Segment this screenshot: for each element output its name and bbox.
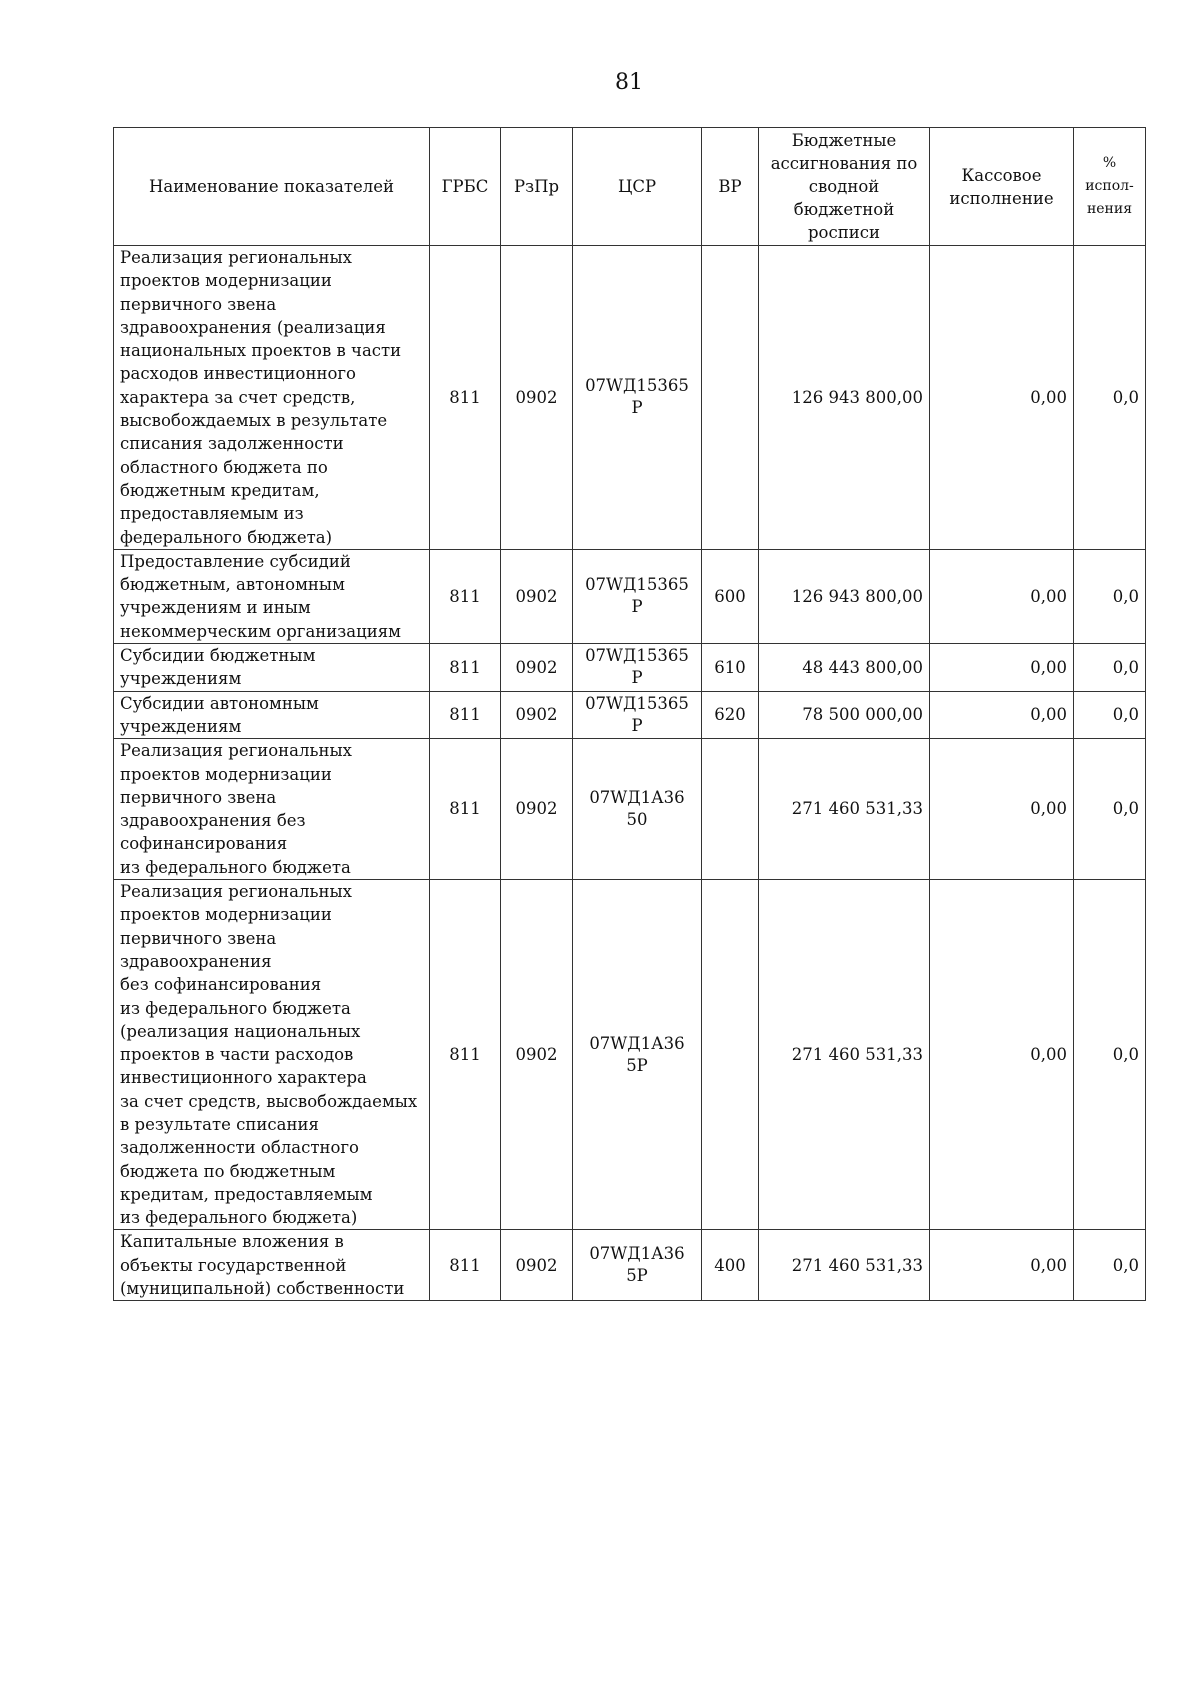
- table-row: [114, 644, 1146, 692]
- row-csr: 07WД15365 Р: [573, 549, 702, 643]
- row-assignments: 48 443 800,00: [759, 644, 930, 692]
- table-row: [114, 1230, 1146, 1301]
- table-row: [114, 246, 1146, 550]
- row-vr: [702, 246, 759, 550]
- row-cash-execution: 0,00: [930, 549, 1074, 643]
- row-assignments: 271 460 531,33: [759, 880, 930, 1230]
- table-row: [114, 739, 1146, 880]
- row-cash-execution: 0,00: [930, 246, 1074, 550]
- header-rzpr: РзПр: [501, 128, 573, 246]
- header-csr: ЦСР: [573, 128, 702, 246]
- row-rzpr: 0902: [501, 880, 573, 1230]
- table-row: [114, 880, 1146, 1230]
- row-assignments: 126 943 800,00: [759, 246, 930, 550]
- table-row: [114, 691, 1146, 739]
- row-name: Капитальные вложения в объекты государственной (муниципальной) собственности: [114, 1230, 430, 1301]
- row-vr: 400: [702, 1230, 759, 1301]
- page-number: 81: [615, 70, 643, 95]
- row-percent: 0,0: [1074, 549, 1146, 643]
- row-rzpr: 0902: [501, 549, 573, 643]
- row-rzpr: 0902: [501, 644, 573, 692]
- row-csr: 07WД1А36 5Р: [573, 1230, 702, 1301]
- row-percent: 0,0: [1074, 739, 1146, 880]
- header-vr: ВР: [702, 128, 759, 246]
- row-rzpr: 0902: [501, 1230, 573, 1301]
- row-csr: 07WД1А36 50: [573, 739, 702, 880]
- header-percent: % испол-нения: [1074, 128, 1146, 246]
- row-vr: [702, 739, 759, 880]
- row-name: Субсидии бюджетным учреждениям: [114, 644, 430, 692]
- row-assignments: 78 500 000,00: [759, 691, 930, 739]
- budget-table: [113, 127, 1146, 1301]
- row-rzpr: 0902: [501, 246, 573, 550]
- table-row: [114, 549, 1146, 643]
- row-csr: 07WД1А36 5Р: [573, 880, 702, 1230]
- row-percent: 0,0: [1074, 691, 1146, 739]
- row-csr: 07WД15365 Р: [573, 246, 702, 550]
- row-cash-execution: 0,00: [930, 739, 1074, 880]
- row-name: Предоставление субсидий бюджетным, автономным учреждениям и иным некоммерческим организациям: [114, 549, 430, 643]
- row-grbs: 811: [430, 880, 501, 1230]
- row-name: Субсидии автономным учреждениям: [114, 691, 430, 739]
- row-grbs: 811: [430, 549, 501, 643]
- row-name: Реализация региональных проектов модернизации первичного звена здравоохранения (реализация национальных проектов в части расходов инвестиционного характера за счет средств, высвобождаемых в результате списания задолженности областного бюджета по бюджетным кредитам, предоставляемым из федерального бюджета): [114, 246, 430, 550]
- row-percent: 0,0: [1074, 880, 1146, 1230]
- row-vr: 620: [702, 691, 759, 739]
- row-vr: 610: [702, 644, 759, 692]
- row-assignments: 271 460 531,33: [759, 1230, 930, 1301]
- row-percent: 0,0: [1074, 246, 1146, 550]
- row-cash-execution: 0,00: [930, 1230, 1074, 1301]
- row-grbs: 811: [430, 739, 501, 880]
- row-vr: 600: [702, 549, 759, 643]
- header-grbs: ГРБС: [430, 128, 501, 246]
- row-grbs: 811: [430, 1230, 501, 1301]
- row-rzpr: 0902: [501, 691, 573, 739]
- header-cash-execution: Кассовое исполнение: [930, 128, 1074, 246]
- row-assignments: 126 943 800,00: [759, 549, 930, 643]
- row-percent: 0,0: [1074, 644, 1146, 692]
- header-assignments: Бюджетные ассигнования по сводной бюджетной росписи: [759, 128, 930, 246]
- row-percent: 0,0: [1074, 1230, 1146, 1301]
- row-assignments: 271 460 531,33: [759, 739, 930, 880]
- row-vr: [702, 880, 759, 1230]
- row-cash-execution: 0,00: [930, 691, 1074, 739]
- row-csr: 07WД15365 Р: [573, 644, 702, 692]
- row-name: Реализация региональных проектов модернизации первичного звена здравоохранения без софинансирования из федерального бюджета (реализация национальных проектов в части расходов инвестиционного характера за счет средств, высвобождаемых в результате списания задолженности областного бюджета по бюджетным кредитам, предоставляемым из федерального бюджета): [114, 880, 430, 1230]
- row-cash-execution: 0,00: [930, 880, 1074, 1230]
- row-rzpr: 0902: [501, 739, 573, 880]
- row-cash-execution: 0,00: [930, 644, 1074, 692]
- row-grbs: 811: [430, 644, 501, 692]
- row-name: Реализация региональных проектов модернизации первичного звена здравоохранения без софинансирования из федерального бюджета: [114, 739, 430, 880]
- header-name: Наименование показателей: [114, 128, 430, 246]
- table-header-row: [114, 128, 1146, 246]
- row-grbs: 811: [430, 691, 501, 739]
- row-grbs: 811: [430, 246, 501, 550]
- row-csr: 07WД15365 Р: [573, 691, 702, 739]
